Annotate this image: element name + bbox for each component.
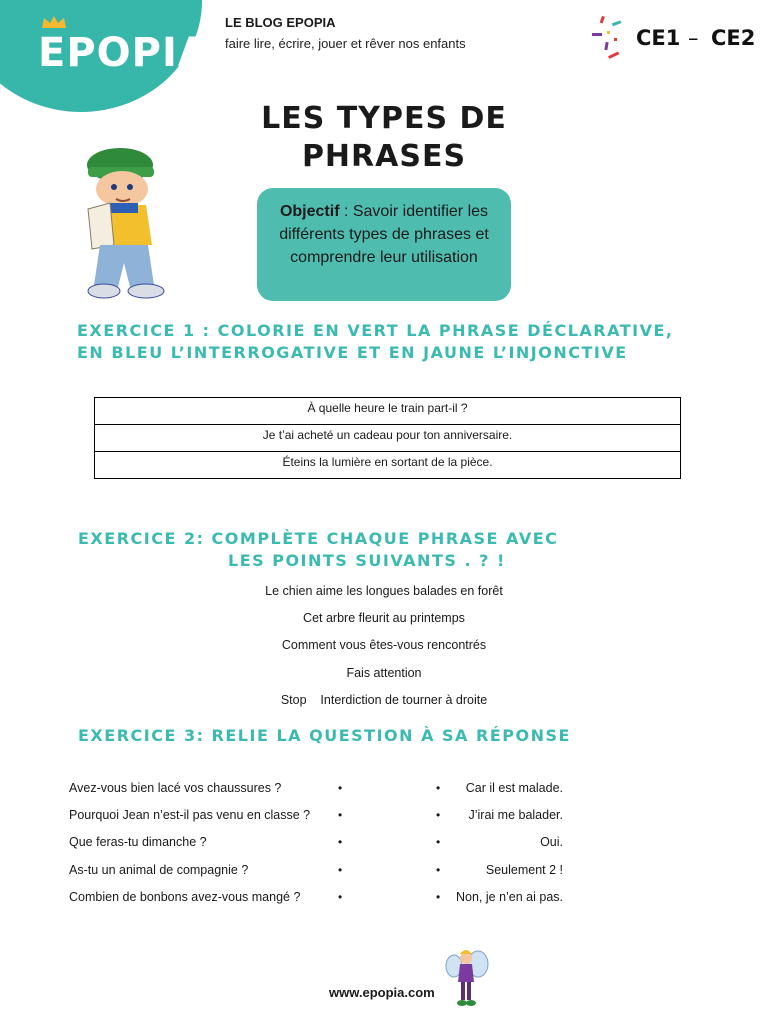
page-title xyxy=(234,100,534,176)
exercise-1-title-line-1: EXERCICE 1 : COLORIE EN VERT LA PHRASE DÉCLARATIVE, xyxy=(77,321,674,340)
level-separator: – xyxy=(688,26,699,50)
question-2: Pourquoi Jean n’est-il pas venu en classe ? xyxy=(69,808,311,822)
question-1-dot[interactable]: • xyxy=(338,781,343,795)
question-1: Avez-vous bien lacé vos chaussures ? xyxy=(69,781,282,795)
answer-2: J’irai me balader. xyxy=(468,808,563,822)
level-ce1: CE1 xyxy=(636,26,681,50)
answer-2-dot[interactable]: • xyxy=(436,808,441,822)
question-4-dot[interactable]: • xyxy=(338,863,343,877)
answer-3: Oui. xyxy=(540,835,563,849)
blog-tagline: faire lire, écrire, jouer et rêver nos enfants xyxy=(225,36,466,51)
exercise-1-sentence-2[interactable]: Je t’ai acheté un cadeau pour ton anniversaire. xyxy=(95,425,681,452)
blog-name: LE BLOG EPOPIA xyxy=(225,15,336,30)
exercise-2-title-line-1: EXERCICE 2: COMPLÈTE CHAQUE PHRASE AVEC xyxy=(78,529,559,548)
confetti-icon xyxy=(592,16,632,62)
exercise-2-sentence-3[interactable]: Comment vous êtes-vous rencontrés xyxy=(281,638,487,652)
exercise-1-sentence-3[interactable]: Éteins la lumière en sortant de la pièce. xyxy=(95,452,681,479)
exercise-2-sentence-1[interactable]: Le chien aime les longues balades en forêt xyxy=(265,584,503,598)
exercise-1-title xyxy=(77,320,674,364)
answer-3-dot[interactable]: • xyxy=(436,835,441,849)
title-line-1: LES TYPES DE xyxy=(261,101,507,136)
objective-text-1: : Savoir identifier les xyxy=(339,203,489,220)
exercise-2-sentence-5[interactable]: Stop Interdiction de tourner à droite xyxy=(280,693,488,707)
level-ce2: CE2 xyxy=(711,26,756,50)
question-5: Combien de bonbons avez-vous mangé ? xyxy=(69,890,301,904)
question-4: As-tu un animal de compagnie ? xyxy=(69,863,249,877)
answer-4-dot[interactable]: • xyxy=(436,863,441,877)
exercise-2-sentence-4[interactable]: Fais attention xyxy=(346,666,422,680)
objective-text-3: comprendre leur utilisation xyxy=(290,249,478,266)
footer-url[interactable]: www.epopia.com xyxy=(329,985,435,1000)
epopia-logo[interactable]: EPOPIA xyxy=(38,30,210,76)
crown-icon xyxy=(40,16,68,30)
answer-1-dot[interactable]: • xyxy=(436,781,441,795)
question-3: Que feras-tu dimanche ? xyxy=(69,835,207,849)
answer-5: Non, je n’en ai pas. xyxy=(455,890,563,904)
objective-box xyxy=(257,188,511,301)
exercise-1-table xyxy=(94,397,681,479)
question-3-dot[interactable]: • xyxy=(338,835,343,849)
exercise-2-title-line-2: LES POINTS SUIVANTS . ? ! xyxy=(228,551,506,570)
title-line-2: PHRASES xyxy=(301,139,467,174)
question-2-dot[interactable]: • xyxy=(338,808,343,822)
answer-4: Seulement 2 ! xyxy=(485,863,563,877)
question-5-dot[interactable]: • xyxy=(338,890,343,904)
answer-5-dot[interactable]: • xyxy=(436,890,441,904)
fairy-illustration xyxy=(444,948,490,1010)
exercise-1-sentence-1[interactable]: À quelle heure le train part-il ? xyxy=(95,398,681,425)
exercise-2-sentence-2[interactable]: Cet arbre fleurit au printemps xyxy=(303,611,465,625)
objective-label: Objectif xyxy=(279,203,340,220)
child-reading-illustration xyxy=(78,145,183,303)
exercise-3-title: EXERCICE 3: RELIE LA QUESTION À SA RÉPONSE xyxy=(78,726,571,745)
answer-1: Car il est malade. xyxy=(465,781,563,795)
objective-text-2: différents types de phrases et xyxy=(279,226,489,243)
exercise-1-title-line-2: EN BLEU L’INTERROGATIVE ET EN JAUNE L’INJONCTIVE xyxy=(77,343,628,362)
